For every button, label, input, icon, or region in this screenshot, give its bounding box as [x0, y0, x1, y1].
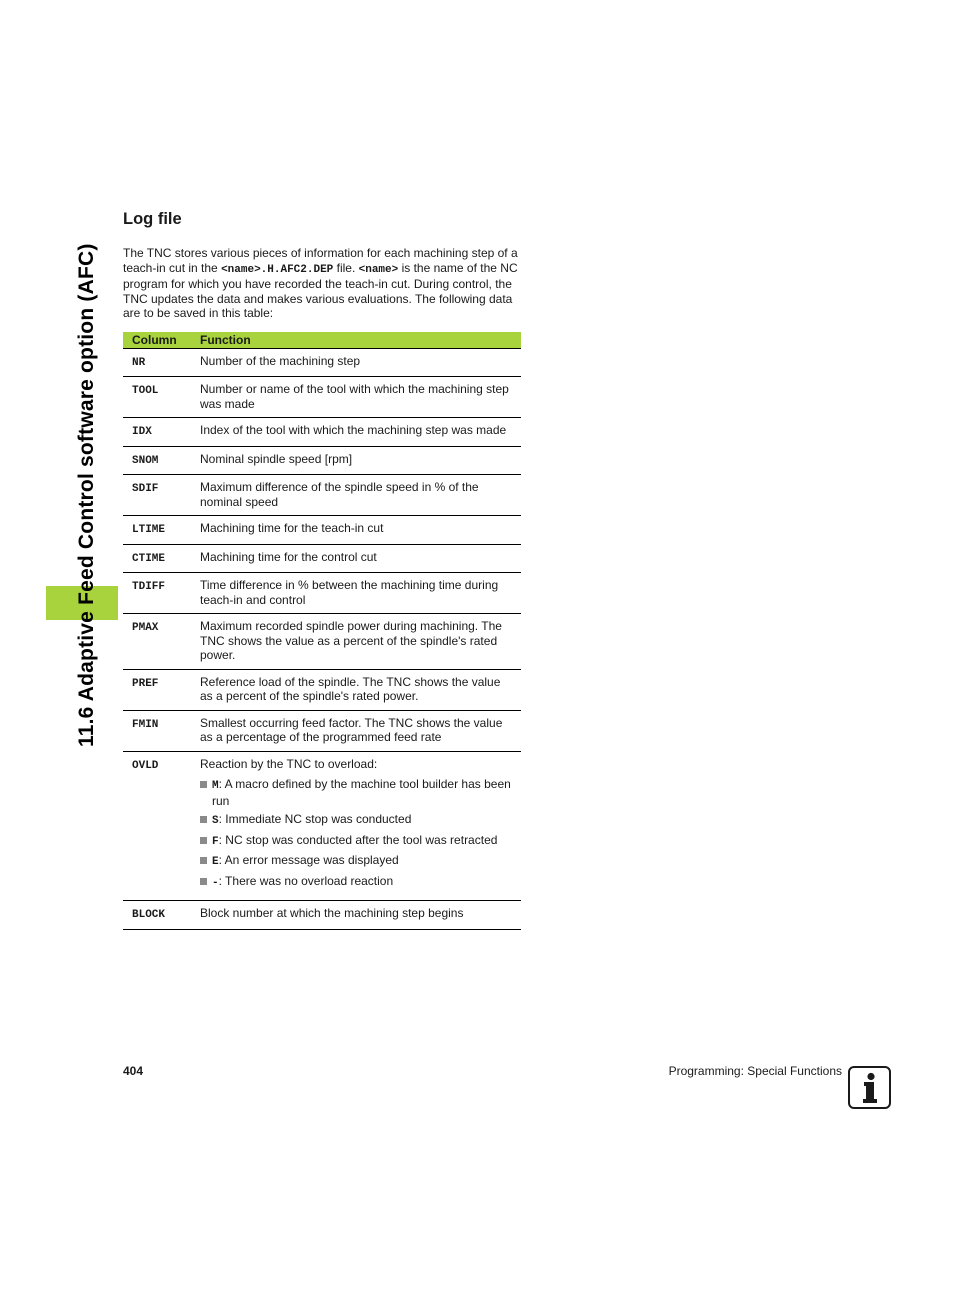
function-text: Maximum recorded spindle power during machining. The TNC shows the value as a percent of the spindle's rated power.: [191, 614, 521, 670]
table-row: [123, 710, 521, 751]
table-row: [123, 669, 521, 710]
info-icon: [848, 1066, 891, 1109]
option-text: : There was no overload reaction: [218, 873, 394, 888]
column-code: OVLD: [123, 751, 191, 901]
column-code: BLOCK: [123, 901, 191, 930]
table-row: [123, 418, 521, 447]
table-row: [123, 901, 521, 930]
column-code: SNOM: [123, 446, 191, 475]
header-function: Function: [191, 332, 521, 349]
chapter-title-text: 11.6 Adaptive Feed Control software option (AFC): [75, 243, 98, 747]
table-row: [123, 377, 521, 418]
function-text: Machining time for the teach-in cut: [191, 516, 521, 545]
table-row: [123, 614, 521, 670]
column-code: TDIFF: [123, 573, 191, 614]
table-row: [123, 475, 521, 516]
function-cell: [191, 751, 521, 901]
log-columns-table: [123, 332, 521, 930]
option-code: -: [212, 876, 219, 889]
function-text: Smallest occurring feed factor. The TNC shows the value as a percentage of the programmed feed rate: [191, 710, 521, 751]
list-item: [200, 874, 513, 891]
column-code: FMIN: [123, 710, 191, 751]
table-row: [123, 516, 521, 545]
function-text: Index of the tool with which the machining step was made: [191, 418, 521, 447]
header-column: Column: [123, 332, 191, 349]
table-row: [123, 573, 521, 614]
list-item: [200, 833, 513, 850]
name-placeholder-code: <name>: [358, 263, 399, 276]
option-code: F: [212, 835, 219, 848]
list-item: [200, 777, 513, 808]
section-title: Log file: [123, 210, 182, 228]
option-text: : NC stop was conducted after the tool was retracted: [218, 832, 498, 847]
function-text: Number or name of the tool with which the machining step was made: [191, 377, 521, 418]
function-text: Maximum difference of the spindle speed in % of the nominal speed: [191, 475, 521, 516]
column-code: SDIF: [123, 475, 191, 516]
table-row: [123, 751, 521, 901]
main-content: [123, 206, 521, 930]
list-item: [200, 853, 513, 870]
option-text: : An error message was displayed: [218, 853, 399, 867]
footer-title: Programming: Special Functions: [668, 1064, 842, 1078]
overload-options-list: [200, 777, 513, 890]
file-name-code: <name>.H.AFC2.DEP: [221, 263, 334, 276]
intro-paragraph: The TNC stores various pieces of information for each machining step of a teach-in cut in the <name>.H.AFC2.DEP file. <name> is the name of the NC program for which you have recorded the teach-in cut. During control, the TNC updates the data and makes various evaluations. The following data are to be saved in this table:: [123, 246, 518, 320]
function-text: Time difference in % between the machining time during teach-in and control: [191, 573, 521, 614]
column-code: LTIME: [123, 516, 191, 545]
option-text: : Immediate NC stop was conducted: [218, 812, 412, 826]
column-code: PMAX: [123, 614, 191, 670]
table-row: [123, 446, 521, 475]
page-number: 404: [123, 1064, 144, 1078]
function-text: Number of the machining step: [191, 348, 521, 377]
table-row: [123, 348, 521, 377]
table-row: [123, 544, 521, 573]
function-text: Nominal spindle speed [rpm]: [191, 446, 521, 475]
function-text: Reaction by the TNC to overload:: [200, 756, 378, 771]
option-code: S: [212, 815, 219, 827]
option-code: E: [212, 856, 219, 868]
function-text: Reference load of the spindle. The TNC shows the value as a percent of the spindle's rated power.: [191, 669, 521, 710]
column-code: IDX: [123, 418, 191, 447]
info-glyph: [850, 1068, 889, 1107]
column-code: PREF: [123, 669, 191, 710]
column-code: TOOL: [123, 377, 191, 418]
table-header-row: [123, 332, 521, 349]
option-code: M: [212, 780, 219, 792]
list-item: [200, 812, 513, 829]
column-code: CTIME: [123, 544, 191, 573]
function-text: Machining time for the control cut: [191, 544, 521, 573]
column-code: NR: [123, 348, 191, 377]
option-text: : A macro defined by the machine tool builder has been run: [212, 777, 511, 808]
function-text: Block number at which the machining step begins: [191, 901, 521, 930]
